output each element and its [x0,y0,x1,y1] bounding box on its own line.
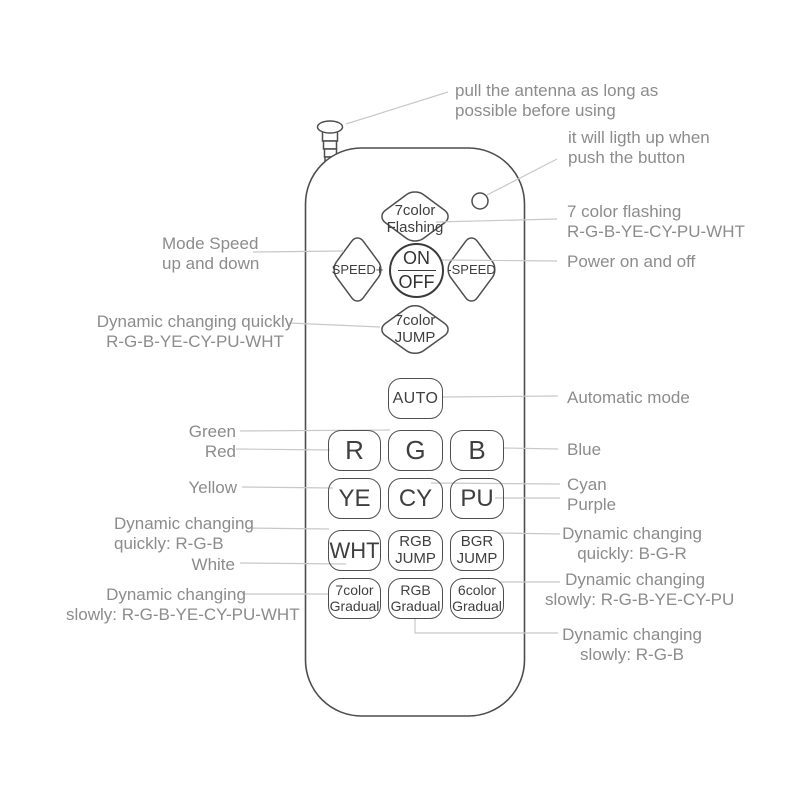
annotation-antenna-line2: possible before using [455,101,616,121]
annotation-dynamic-quick-7-line1: Dynamic changing quickly [96,312,294,331]
rgb-jump-label-line1: RGB [399,533,432,551]
annotation-dynamic-quick-rgb [114,514,254,554]
annotation-flashing-line1: 7 color flashing [567,202,682,221]
annotation-dynamic-slow-7-line2: slowly: R-G-B-YE-CY-PU-WHT [66,605,300,625]
annotation-dynamic-quick-7-line2: R-G-B-YE-CY-PU-WHT [106,332,284,352]
bgr-jump-label-line1: BGR [460,533,494,551]
annotation-dynamic-slow-7 [66,585,300,625]
annotation-power: Power on and off [567,252,696,271]
7color-gradual-label-line2: Gradual [329,597,380,614]
cyan-button[interactable]: CY [388,478,443,519]
annotation-green-red [136,422,236,462]
annotation-dynamic-quick-bgr-line2: quickly: B-G-R [577,544,687,564]
annotation-cyan-purple [567,475,616,515]
annotation-dynamic-quick-rgb-line1: Dynamic changing [114,514,254,533]
7color-gradual-button[interactable] [328,578,381,619]
annotation-flashing-line2: R-G-B-YE-CY-PU-WHT [567,222,745,242]
annotation-led [568,128,710,168]
off-label: OFF [398,272,435,292]
bgr-jump-button[interactable] [450,530,504,571]
on-label: ON [403,248,430,268]
dpad-down-button[interactable] [375,313,455,347]
annotation-blue: Blue [567,440,602,459]
rgb-gradual-button[interactable] [388,578,443,619]
rgb-jump-button[interactable] [388,530,443,571]
annotation-dynamic-slow-6-line2: slowly: R-G-B-YE-CY-PU [545,590,735,610]
bgr-jump-label-line2: JUMP [456,549,498,567]
annotation-mode-speed-line2: up and down [162,254,260,274]
red-button[interactable]: R [328,430,381,471]
rgb-gradual-label-line2: Gradual [390,597,441,614]
dpad-up-label-line2: Flashing [386,218,444,236]
green-button[interactable]: G [388,430,443,471]
dpad-left-button[interactable]: SPEED+ [331,262,384,277]
leader-line-antenna [346,92,448,124]
annotation-dynamic-slow-rgb-line2: slowly: R-G-B [580,645,684,665]
7color-gradual-label-line1: 7color [335,582,374,599]
on-off-divider [398,270,436,271]
annotation-purple: Purple [567,495,617,515]
dpad-up-label-line1: 7color [394,202,436,219]
blue-button[interactable]: B [450,430,504,471]
6color-gradual-label-line1: 6color [457,582,497,599]
annotation-red: Red [204,442,236,462]
annotation-led-line1: it will ligth up when [568,128,710,147]
annotation-white: White [191,555,235,574]
annotation-dynamic-slow-7-line1: Dynamic changing [106,585,246,604]
annotation-dynamic-slow-6 [545,570,735,610]
dpad-up-button[interactable] [375,203,455,237]
annotation-auto: Automatic mode [567,388,690,407]
annotation-antenna-line1: pull the antenna as long as [455,81,659,100]
on-off-button[interactable] [389,243,444,298]
6color-gradual-label-line2: Gradual [452,597,502,614]
white-button[interactable]: WHT [328,530,381,571]
annotation-cyan: Cyan [567,475,607,494]
led-indicator [472,193,488,209]
rgb-jump-label-line2: JUMP [395,549,436,567]
annotation-dynamic-quick-rgb-line2: quickly: R-G-B [114,534,224,554]
yellow-button[interactable]: YE [328,478,381,519]
annotation-dynamic-slow-rgb-line1: Dynamic changing [562,625,702,644]
rgb-gradual-label-line1: RGB [400,582,431,599]
annotation-dynamic-quick-bgr [556,524,708,564]
annotation-dynamic-quick-bgr-line1: Dynamic changing [562,524,702,543]
annotation-dynamic-slow-rgb [556,625,708,665]
auto-button[interactable]: AUTO [388,378,443,419]
annotation-mode-speed-line1: Mode Speed [162,234,259,253]
dpad-right-button[interactable]: -SPEED [447,262,496,277]
annotation-dynamic-slow-6-line1: Dynamic changing [565,570,705,589]
annotation-dynamic-quick-7 [90,312,300,352]
annotation-green: Green [188,422,236,441]
purple-button[interactable]: PU [450,478,504,519]
dpad-down-label-line1: 7color [394,312,436,329]
dpad-down-label-line2: JUMP [394,328,436,346]
annotation-mode-speed [162,234,259,274]
annotation-antenna [455,81,658,121]
annotation-flashing [567,202,745,242]
annotation-yellow: Yellow [188,478,237,497]
6color-gradual-button[interactable] [450,578,504,619]
annotation-led-line2: push the button [568,148,686,168]
